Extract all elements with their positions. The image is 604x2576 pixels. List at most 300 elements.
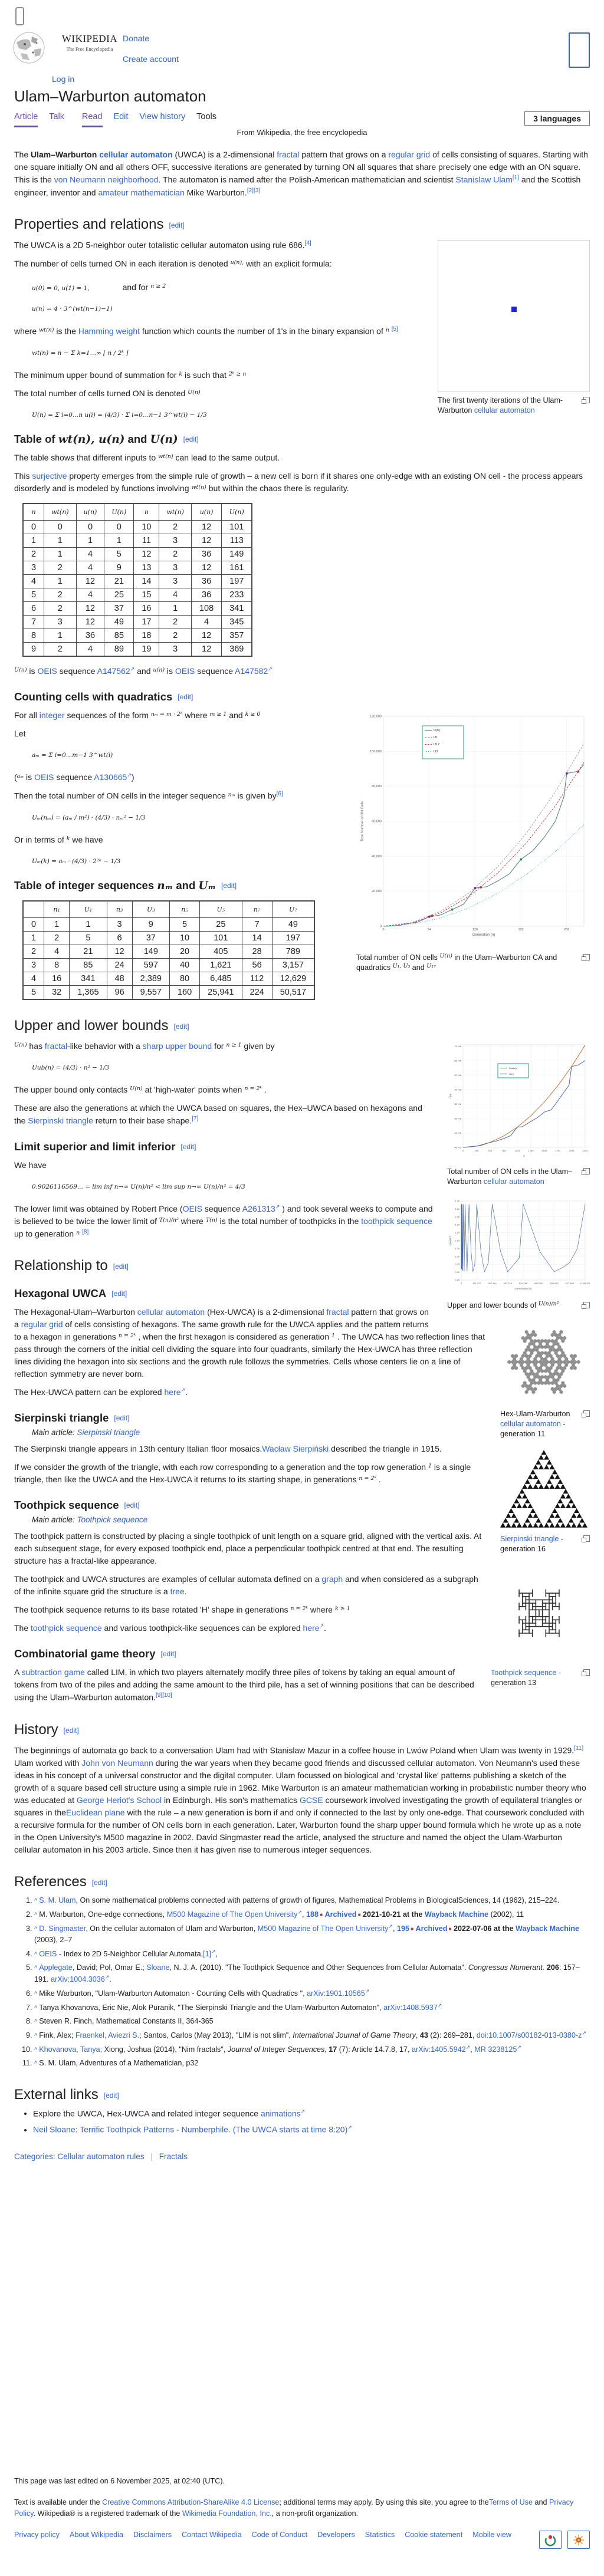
formula-am: aₘ = Σ i=0…m−1 3^wt(i): [32, 752, 113, 759]
svg-text:0.95: 0.95: [455, 1263, 459, 1266]
svg-text:U1: U1: [434, 736, 438, 740]
link[interactable]: Terms of Use: [488, 2498, 533, 2506]
svg-text:655,360: 655,360: [534, 1282, 543, 1285]
table-row: 1 2 5 6 37 10 101 14 197: [23, 932, 314, 945]
svg-text:1.10: 1.10: [455, 1239, 459, 1242]
svg-text:U17: U17: [434, 743, 440, 747]
article-tabs: [14, 111, 590, 126]
reference-item: 7. ^ Tanya Khovanova, Eric Nie, Alok Puranik, "The Sierpinski Triangle and the Ulam-Warburton Automaton", arXiv:1408.5937↗: [34, 2002, 590, 2014]
category-separator: |: [150, 2152, 153, 2162]
search-box[interactable]: [569, 32, 590, 68]
link[interactable]: subtraction game: [21, 1667, 85, 1677]
references-list: [24, 1895, 590, 2069]
svg-text:3E+06: 3E+06: [454, 1103, 461, 1106]
paragraph: These are also the generations at which the UWCA based on squares, the Hex–UWCA based on hexagons and the Sierpinski triangle return to their base shape.[7]: [14, 1103, 422, 1126]
hatnote: Main article: Toothp​ick sequence: [32, 1515, 148, 1525]
link[interactable]: arXiv:1901.10565: [307, 1989, 365, 1998]
paragraph: The number of cells turned ON in each iteration is denoted $^{u(n),}$ with an explicit formula:: [14, 258, 332, 268]
table-row: 1 1 1 1 11 3 12 113: [23, 534, 252, 548]
svg-text:0E+00: 0E+00: [454, 1146, 461, 1149]
category-item[interactable]: Fractals: [159, 2152, 188, 2162]
heading-wt-table: Table of wt(n), u(n) and U(n) [edit]: [14, 433, 199, 446]
link[interactable]: cellular automaton: [500, 1420, 561, 1429]
link[interactable]: OEIS: [34, 772, 54, 782]
svg-text:1.25: 1.25: [455, 1215, 459, 1219]
reference-item: 5. ^ Applegate, David; Pol, Omar E.; Sloane, N. J. A. (2010). "The Toothpick Sequence and Other Sequences from Cellular Automata". Congressus Numerant. 206: 157–191. arXiv:1004.3036↗.: [34, 1962, 590, 1985]
svg-text:1.30: 1.30: [455, 1208, 459, 1211]
svg-text:524,288: 524,288: [518, 1282, 528, 1285]
link[interactable]: Sierpinski triangle: [500, 1535, 559, 1544]
heading-hex: Hexagonal UWCA [edit]: [14, 1287, 127, 1300]
svg-text:1.15: 1.15: [455, 1231, 459, 1235]
heading-limits: Limit superior and limit inferior [edit]: [14, 1140, 196, 1153]
svg-text:6E+06: 6E+06: [454, 1059, 461, 1062]
paragraph: The toothpick pattern is constructed by placing a single toothpick of unit length on a square grid, aligned with the vertical axis. At each subsequent stage, for every exposed toothpick end, place a perpendicular toothpick centred at that end. The resulting structure has a fractal-like appearance.: [14, 1531, 482, 1566]
link[interactable]: Sierpinski triangle: [28, 1116, 93, 1126]
oeis-line: $^{U(n)}$ is OEIS sequence A147562↗ and $^{u(n)}$ is OEIS sequence A147582↗: [14, 666, 273, 676]
paragraph: The Sierpinski triangle appears in 13th century Italian floor mosaics.Wacław Sierpiński described the triangle in 1915.: [14, 1444, 442, 1454]
reference-item: 6. ^ Mike Warburton, "Ulam-Warburton Automaton - Counting Cells with Quadratics ", arXiv:1901.10565↗: [34, 1988, 590, 1999]
footer-link[interactable]: Contact Wikipedia: [182, 2531, 242, 2539]
svg-text:131,072: 131,072: [472, 1282, 481, 1285]
edit-link[interactable]: [edit]: [173, 1022, 189, 1031]
link[interactable]: M500 Magazine of The Open University: [257, 1924, 389, 1933]
donate-link[interactable]: Donate: [123, 34, 150, 43]
link[interactable]: M500 Magazine of The Open University: [166, 1910, 298, 1919]
hatnote: Main article: Sierpinski triangle: [32, 1428, 140, 1437]
svg-text:256: 256: [564, 928, 570, 932]
link[interactable]: George Heriot's School: [76, 1795, 162, 1805]
article-body: [14, 143, 590, 2161]
link[interactable]: OEIS: [182, 1203, 203, 1213]
svg-text:1.35: 1.35: [455, 1199, 459, 1203]
upper-bound-chart: [447, 1041, 590, 1160]
link[interactable]: here: [164, 1387, 181, 1397]
link[interactable]: ^: [34, 1925, 40, 1933]
paragraph: The total number of cells turned ON is denoted $^{U(n)}$: [14, 388, 201, 398]
link[interactable]: von Neumann neighborhood: [54, 175, 159, 185]
link[interactable]: Wayback Machine: [516, 1924, 580, 1933]
link[interactable]: Khovanova, Tanya;: [39, 2045, 103, 2054]
table-row: 3 8 85 24 597 40 1,621 56 3,157: [23, 959, 314, 972]
edit-link[interactable]: [edit]: [221, 881, 237, 890]
link[interactable]: OEIS: [37, 666, 57, 676]
svg-text:U(n): U(n): [509, 1072, 514, 1076]
paragraph: The beginnings of automata go back to a conversation Ulam had with Stanislaw Mazur in a coffee house in Lwów Poland when Ulam was twenty in 1929.[11] Ulam worked with John von Neumann during the war years when they became good friends and discussed cellular automaton. Von Neumann's used these ideas in his concept of a universal constructor and the digital computer. Ulam focussed on biological and 'crystal like' patterns publishing a sketch of the growth of a square based cell structure using a simple rule in 1962. Mike Warburton is an amateur mathematician working in probabilistic number theory who was educated at George Heriot's School in Edinburgh. His son's mathematics GCSE coursework involved investigating the growth of equilateral triangles or squares in theEuclidean plane with the rule – a new generation is born if and only if connected to the last by only one-edge. That coursework concluded with a recursive formula for the number of ON cells born in each generation. Later, Warburton found the sharp upper bound formula which he wrote up as a note in the Open University's M500 magazine in 2002. David Singmaster read the article, analysed the structure and named the object the Ulam-Warburton cellular automaton in his 2003 article. Since then it has given rise to numerous integer sequences.: [14, 1745, 586, 1854]
svg-text:2E+06: 2E+06: [454, 1117, 461, 1120]
link[interactable]: arXiv:1408.5937: [383, 2003, 438, 2012]
paragraph: where $^{wt(n)}$ is the Hamming weight function which counts the number of 1's in the binary expansion of $^n$ [5]: [14, 326, 398, 336]
link[interactable]: arXiv:1405.5942: [412, 2045, 466, 2054]
categories-bar: Categories: Cellular automaton rules | Fractals: [14, 2152, 188, 2162]
paragraph: Let: [14, 729, 26, 739]
link[interactable]: cellular automaton: [483, 1177, 544, 1186]
link[interactable]: amateur mathematician: [98, 187, 185, 198]
table-row: 4 1 12 21 14 3 36 197: [23, 575, 252, 588]
site-footer: [14, 2476, 590, 2576]
figure-sierpinski: [500, 1450, 590, 1554]
link[interactable]: regular grid: [21, 1320, 63, 1330]
svg-text:U(n): U(n): [434, 729, 440, 733]
svg-text:U(n): U(n): [449, 1094, 452, 1099]
figure-caption: Toothpick sequence - generation 13: [491, 1668, 590, 1688]
link[interactable]: ^: [34, 1897, 40, 1904]
link[interactable]: here: [303, 1623, 320, 1633]
tab-talk[interactable]: Talk: [49, 112, 64, 121]
link[interactable]: fractal: [44, 1041, 68, 1051]
link[interactable]: Stanislaw Ulam: [455, 175, 513, 185]
last-edited-note: This page was last edited on 6 November 2025, at 02:40 (UTC).: [14, 2477, 225, 2486]
link[interactable]: D. Singmaster: [39, 1924, 86, 1933]
figure-chart-quadratics: [356, 709, 590, 973]
svg-text:917,504: 917,504: [565, 1282, 574, 1285]
footer-link[interactable]: Disclaimers: [133, 2531, 172, 2539]
page-title: Ulam–Warburton automaton: [14, 87, 206, 105]
sierpinski-image[interactable]: [500, 1450, 587, 1528]
link[interactable]: A147582: [235, 666, 268, 676]
formula-u-init: u(0) = 0, u(1) = 1, and for $^{n \ge 2}$: [32, 282, 166, 292]
paragraph: Or in terms of $^k$ we have: [14, 834, 103, 844]
footer-link[interactable]: Cookie statement: [405, 2531, 463, 2539]
svg-text:393,216: 393,216: [503, 1282, 512, 1285]
heading-counting: Counting cells with quadratics [edit]: [14, 690, 193, 703]
link[interactable]: cellular automaton: [137, 1307, 205, 1317]
license-note: Text is available under the Creative Commons Attribution-ShareAlike 4.0 License; additional terms may apply. By using this site, you agree to theTerms of Use and Privacy Policy. Wikipedia® is a registered trademark of the Wikimedia Foundation, Inc., a non-profit organization.: [14, 2498, 574, 2518]
paragraph: This surjective property emerges from the simple rule of growth – a new cell is born if it shares one only-edge with an existing ON cell - the process appears disorderly and is modeled by functions involving $^{wt(n)}$ but within the chaos there is regularity.: [14, 471, 583, 494]
svg-text:768: 768: [501, 1149, 506, 1153]
tab-read[interactable]: Read: [82, 112, 103, 127]
heading-sierpinski: Sierpinski triangle [edit]: [14, 1412, 130, 1424]
table-row: 7 3 12 49 17 2 4 345: [23, 616, 252, 629]
paragraph: For all integer sequences of the form $^{n_m = m \cdot 2ᵏ}$ where $^{m \ge 1}$ and $^{k \ge 0}$: [14, 710, 261, 721]
svg-text:U(n)/n^2: U(n)/n^2: [449, 1235, 452, 1246]
nm-um-table: n₁ U₁ n₃ U₃ n₅ U₅ n₇ U₇ 0 1 1 3 9 5 25 7 49 1 2 5 6 37 10 101 14 197 2 4 21 12 149 20 405 28 789 3 8 85 24 597 40 1,621 56 3,157 4 16 341 48 2,389 80 6,485 112 12,629 5 32 1,365 96 9,557 160 25,941 224 50,517: [22, 900, 315, 1000]
tabs-left: [14, 111, 225, 121]
svg-text:0: 0: [462, 1149, 464, 1153]
link[interactable]: ^: [34, 2032, 40, 2039]
expand-icon[interactable]: [583, 954, 590, 960]
expand-icon[interactable]: [583, 1535, 590, 1542]
heading-references: References [edit]: [14, 1873, 107, 1890]
external-links-list: [25, 2108, 590, 2136]
toothpick-image[interactable]: [491, 1565, 587, 1662]
table-row: 0 0 0 0 10 2 12 101: [23, 521, 252, 534]
expand-icon[interactable]: [583, 397, 590, 403]
link[interactable]: 195: [396, 1924, 409, 1933]
footer-link[interactable]: Developers: [317, 2531, 355, 2539]
reference-item: 11. ^ S. M. Ulam, Adventures of a Mathematician, p32: [34, 2058, 590, 2069]
svg-text:120,000: 120,000: [370, 715, 382, 719]
wikimedia-logo[interactable]: [539, 2531, 562, 2549]
mediawiki-logo[interactable]: [567, 2531, 590, 2549]
wordmark-text: WIKIPEDIA: [61, 33, 118, 44]
paragraph: The upper bound only contacts $^{U(n)}$ at 'high-water' points when $^{n = 2ᵏ}$ .: [14, 1085, 267, 1095]
link[interactable]: 188: [306, 1910, 319, 1919]
svg-text:0: 0: [379, 925, 382, 929]
link[interactable]: tree: [170, 1587, 185, 1597]
svg-text:1.00: 1.00: [455, 1255, 459, 1258]
site-subtitle: From Wikipedia, the free encyclopedia: [237, 128, 367, 137]
link[interactable]: ^: [34, 2004, 40, 2012]
tab-edit[interactable]: Edit: [113, 112, 129, 121]
link[interactable]: OEIS: [39, 1949, 57, 1958]
svg-text:0.90: 0.90: [455, 1271, 459, 1274]
svg-text:n: n: [523, 1154, 525, 1158]
table-row: 5 2 4 25 15 4 36 233: [23, 588, 252, 602]
footer-link[interactable]: About Wikipedia: [69, 2531, 123, 2539]
link[interactable]: graph: [321, 1574, 343, 1584]
svg-text:5E+06: 5E+06: [454, 1074, 461, 1077]
expand-icon[interactable]: [583, 1669, 590, 1676]
svg-text:0: 0: [460, 1282, 462, 1285]
paragraph: We have: [14, 1160, 47, 1170]
wt-un-table: n wt(n) u(n) U(n) n wt(n) u(n) U(n) 0 0 0 0 10 2 12 101 1 1 1 1 11 3 12 113 2 1 4 5 12 2 36 149 3 2 4 9 13 3 12 161 4 1 12 21 14 3 36 197 5 2 4 25 15 4 36 233 6 2 12 37 16 1 108 341 7 3 12 49 17 2 4 345 8 1 36 85 18 2 12 357 9 2 4 89 19 3 12 369: [22, 503, 252, 657]
table-row: 4 16 341 48 2,389 80 6,485 112 12,629: [23, 972, 314, 986]
link[interactable]: surjective: [32, 471, 67, 481]
link[interactable]: ^: [34, 2018, 40, 2025]
tab-article[interactable]: Article: [14, 112, 38, 127]
figure-chart-bounds: [447, 1041, 590, 1187]
quadratics-chart: [356, 709, 590, 946]
reference-item: 1. ^ S. M. Ulam, On some mathematical problems connected with patterns of growth of figures, Mathematical Problems in BiologicalSciences, 14 (1962), 215–224.: [34, 1895, 590, 1906]
link[interactable]: Toothp​ick sequence: [77, 1515, 148, 1525]
uwca-first-iterations-image[interactable]: [438, 240, 590, 392]
link[interactable]: Applegate: [39, 1963, 73, 1972]
paragraph: The toothpick sequence returns to its base rotated 'H' shape in generations $^{n = 2ᵏ}$ where $^{k \ge 1}$: [14, 1605, 350, 1615]
link[interactable]: A147562: [97, 666, 130, 676]
wikipedia-wordmark[interactable]: [57, 33, 123, 52]
svg-text:100,000: 100,000: [370, 750, 382, 754]
heading-external-links: External links [edit]: [14, 2086, 119, 2103]
link[interactable]: animations: [260, 2108, 301, 2118]
svg-text:192: 192: [518, 928, 524, 932]
link[interactable]: Wacław Sierpiński: [262, 1444, 329, 1454]
footer-link[interactable]: Privacy policy: [14, 2531, 60, 2539]
svg-text:128: 128: [472, 928, 478, 932]
footer-link[interactable]: Mobile view: [472, 2531, 511, 2539]
limits-chart: [447, 1197, 590, 1294]
edit-link[interactable]: [edit]: [160, 1650, 176, 1659]
reference-item: 4. ^ OEIS - Index to 2D 5-Neighbor Cellular Automata,[1]↗,: [34, 1948, 590, 1960]
link[interactable]: ^: [34, 1950, 40, 1958]
edit-link[interactable]: [edit]: [103, 2091, 119, 2100]
heading-history: History [edit]: [14, 1722, 79, 1738]
figure-hex-uwca: [500, 1321, 590, 1439]
formula-um-k: Uₘ(k) = aₘ · (4∕3) · 2²ᵏ − 1∕3: [32, 857, 121, 865]
paragraph: The table shows that different inputs to $^{wt(n)}$ can lead to the same output.: [14, 453, 280, 463]
link[interactable]: Archived: [324, 1910, 357, 1919]
link[interactable]: ^: [34, 2060, 40, 2067]
link[interactable]: Privacy Policy: [14, 2498, 574, 2518]
link[interactable]: A261313: [242, 1203, 275, 1213]
link[interactable]: ^: [34, 1911, 40, 1919]
footer-link[interactable]: Code of Conduct: [251, 2531, 308, 2539]
external-link-item: • Neil Sloane: Terrific Toothpick Patterns - Numberphile. (The UWCA starts at time 8:20)↗: [33, 2124, 590, 2136]
link[interactable]: [1]: [203, 1949, 212, 1958]
heading-bounds: Upper and lower bounds [edit]: [14, 1018, 189, 1034]
edit-link[interactable]: [edit]: [111, 1289, 127, 1298]
heading-um-table: Table of integer sequences nₘ and Uₘ [edit]: [14, 879, 237, 893]
footer-links: [14, 2531, 511, 2539]
link[interactable]: cellular automaton: [99, 150, 173, 159]
reference-item: 3. ^ D. Singmaster, On the cellular automaton of Ulam and Warburton, M500 Magazine of The Open University↗, 195 ■ Archived ■ 2022-07-06 at the Wayback Machine (2003), 2–7: [34, 1923, 590, 1946]
table-row: 5 32 1,365 96 9,557 160 25,941 224 50,517: [23, 986, 314, 1000]
footer-link[interactable]: Statistics: [365, 2531, 395, 2539]
paragraph: The Hex-UWCA pattern can be explored here↗.: [14, 1387, 188, 1397]
svg-text:1E+06: 1E+06: [454, 1131, 461, 1135]
paragraph: $^{U(n)}$ has fractal-like behavior with a sharp upper bound for $^{n \ge 1}$ given by: [14, 1041, 275, 1051]
menu-icon[interactable]: [15, 7, 24, 25]
link[interactable]: ^: [34, 2046, 40, 2054]
link[interactable]: arXiv:1004.3036: [51, 1975, 105, 1983]
link[interactable]: Euclidean plane: [65, 1807, 125, 1817]
categories-link[interactable]: Categories: [14, 2152, 53, 2162]
link[interactable]: cellular automaton: [474, 406, 535, 415]
svg-text:1280: 1280: [528, 1149, 534, 1153]
figure-caption: Total number of ON cells $^{U(n)}$ in the Ulam–Warburton CA and quadratics $^{U_1, U_3}$ and $^{U_{17}}$: [356, 953, 590, 973]
reference-item: 10. ^ Khovanova, Tanya; Xiong, Joshua (2014), "Nim fractals", Journal of Integer Sequences, 17 (7): Article 14.7.8, 17, arXiv:1405.5942↗, MR 3238125↗: [34, 2044, 590, 2055]
link[interactable]: OEIS: [175, 666, 195, 676]
svg-text:512: 512: [488, 1149, 493, 1153]
link[interactable]: Archived: [415, 1924, 448, 1933]
svg-text:20,000: 20,000: [372, 890, 382, 894]
link[interactable]: ^: [34, 1964, 40, 1972]
link[interactable]: GCSE: [299, 1795, 323, 1805]
paragraph: If we consider the growth of the triangle, with each row corresponding to a generation and the top row generation $^1$ is a single triangle, then like the UWCA and the Hex-UWCA it returns to its starting shape, in generations $^{n = 2ᵏ}$ .: [14, 1462, 471, 1485]
svg-text:2304: 2304: [582, 1149, 588, 1153]
table-row: 3 2 4 9 13 3 12 161: [23, 561, 252, 575]
table-row: 2 4 21 12 149 20 405 28 789: [23, 945, 314, 959]
heading-properties: Properties and relations [edit]: [14, 216, 185, 233]
on-cell: [511, 307, 517, 312]
svg-text:4E+06: 4E+06: [454, 1088, 461, 1091]
formula-u-explicit: u(n) = 4 · 3^(wt(n−1)−1): [32, 305, 113, 313]
expand-icon[interactable]: [583, 1168, 590, 1175]
link[interactable]: Wikimedia Foundation, Inc.: [182, 2509, 272, 2518]
formula-liminf: 0.9026116569... = lim inf n→∞ U(n)∕n² < lim sup n→∞ U(n)∕n² = 4∕3: [32, 1183, 245, 1190]
reference-item: 8. ^ Steven R. Finch, Mathematical Constants II, 364-365: [34, 2016, 590, 2027]
category-item[interactable]: Cellular automaton rules: [57, 2152, 145, 2162]
figure-chart-limits: [447, 1197, 590, 1311]
link[interactable]: regular grid: [388, 150, 431, 159]
link[interactable]: Creative Commons Attribution-ShareAlike 4.0 License: [102, 2498, 280, 2506]
expand-icon[interactable]: [583, 1302, 590, 1308]
figure-caption: Upper and lower bounds of $^{U(n)∕n^2}$: [447, 1301, 590, 1311]
edit-link[interactable]: [edit]: [91, 1878, 107, 1887]
svg-text:1.20: 1.20: [455, 1223, 459, 1227]
formula-upper-bound: Uub(n) = (4∕3) · n² − 1∕3: [32, 1064, 110, 1072]
table-row: 2 1 4 5 12 2 36 149: [23, 548, 252, 561]
link[interactable]: Wayback Machine: [425, 1910, 489, 1919]
paragraph: Then the total number of ON cells in the integer sequence $^{n_m}$ is given by[6]: [14, 791, 283, 801]
svg-text:0.85: 0.85: [455, 1278, 459, 1282]
figure-caption: Sierpinski triangle - generation 16: [500, 1534, 590, 1554]
svg-text:262,144: 262,144: [488, 1282, 497, 1285]
edit-link[interactable]: [edit]: [183, 435, 199, 444]
svg-text:1,048,576: 1,048,576: [580, 1282, 590, 1285]
expand-icon[interactable]: [583, 1410, 590, 1417]
login-link[interactable]: Log in: [52, 74, 75, 84]
link[interactable]: Neil Sloane: Terrific Toothpick Patterns - Numberphile. (The UWCA starts at time 8:20): [33, 2124, 348, 2134]
link[interactable]: fractal: [277, 150, 300, 159]
svg-text:80,000: 80,000: [372, 785, 382, 789]
figure-caption: The first twenty iterations of the Ulam-Warburton cellular automaton: [438, 396, 590, 416]
table-row: 9 2 4 89 19 3 12 369: [23, 643, 252, 657]
paragraph: ($^{a_m}$ is OEIS sequence A130665↗): [14, 772, 134, 782]
external-link-item: • Explore the UWCA, Hex-UWCA and related integer sequence animations↗: [33, 2108, 590, 2120]
link[interactable]: toothpick sequence: [361, 1216, 432, 1226]
link[interactable]: Fraenkel, Aviezri S.: [75, 2031, 140, 2039]
svg-text:1024: 1024: [514, 1149, 520, 1153]
heading-relationship: Relationship to [edit]: [14, 1258, 129, 1274]
paragraph: The toothpick sequence and various toothpick-like sequences can be explored here↗.: [14, 1623, 326, 1633]
edit-link[interactable]: [edit]: [180, 1142, 196, 1151]
link[interactable]: doi:10.1007/s00182-013-0380-z: [476, 2031, 582, 2039]
figure-first-iterations: [438, 240, 590, 416]
link[interactable]: Sloane: [146, 1963, 170, 1972]
site-header: [14, 0, 590, 87]
figure-caption: Total number of ON cells in the Ulam–Warburton cellular automaton: [447, 1167, 590, 1187]
tab-view-history[interactable]: View history: [139, 112, 186, 121]
hex-uwca-image[interactable]: [500, 1321, 587, 1403]
edit-link[interactable]: [edit]: [169, 221, 185, 230]
link[interactable]: Sierpinski triangle: [77, 1428, 140, 1437]
link[interactable]: ^: [34, 1990, 40, 1998]
figure-caption: Hex-Ulam-Warburton cellular automaton - generation 11: [500, 1409, 590, 1439]
svg-text:786,432: 786,432: [550, 1282, 559, 1285]
svg-text:256: 256: [474, 1149, 479, 1153]
link[interactable]: MR 3238125: [474, 2045, 517, 2054]
link[interactable]: Toothpick sequence: [491, 1669, 557, 1677]
figure-toothpick: [491, 1565, 590, 1688]
edit-link[interactable]: [edit]: [63, 1726, 79, 1735]
edit-link[interactable]: [edit]: [178, 693, 193, 702]
link[interactable]: A130665: [94, 772, 127, 782]
link[interactable]: John von Neumann: [81, 1758, 153, 1768]
svg-text:Generation (n): Generation (n): [472, 933, 495, 937]
svg-text:1792: 1792: [555, 1149, 561, 1153]
link[interactable]: toothpick sequence: [31, 1623, 102, 1633]
tagline-text: The Free Encyclopedia: [66, 46, 113, 52]
table-row: 6 2 12 37 16 1 108 341: [23, 602, 252, 616]
table-row: 8 1 36 85 18 2 12 357: [23, 629, 252, 643]
languages-button[interactable]: 3 languages: [524, 111, 590, 126]
reference-item: 9. ^ Fink, Alex; Fraenkel, Aviezri S.; Santos, Carlos (May 2013), "LIM is not slim", International Journal of Game Theory, 43 (2): 269–281, doi:10.1007/s00182-013-0380-z↗: [34, 2029, 590, 2041]
link[interactable]: fractal: [326, 1307, 349, 1317]
edit-link[interactable]: [edit]: [114, 1414, 130, 1423]
wikipedia-globe-logo[interactable]: [12, 31, 46, 65]
link[interactable]: Hamming weight: [78, 326, 140, 336]
link[interactable]: integer: [39, 710, 65, 721]
svg-text:1536: 1536: [541, 1149, 547, 1153]
svg-text:Generation (n): Generation (n): [514, 1287, 532, 1291]
svg-text:2048: 2048: [569, 1149, 575, 1153]
edit-link[interactable]: [edit]: [113, 1262, 129, 1271]
heading-toothpick: Toothpick sequence [edit]: [14, 1499, 140, 1512]
svg-text:7E+06: 7E+06: [454, 1045, 461, 1048]
edit-link[interactable]: [edit]: [124, 1501, 140, 1510]
svg-text:U3: U3: [434, 750, 438, 754]
link[interactable]: sharp upper bound: [142, 1041, 212, 1051]
formula-hamming: wt(n) = n − Σ k=1…∞ ⌊ n ∕ 2ᵏ ⌋: [32, 349, 129, 357]
svg-text:Total Number of ON Cells: Total Number of ON Cells: [361, 801, 365, 842]
create-account-link[interactable]: Create account: [123, 54, 179, 64]
svg-text:40,000: 40,000: [372, 855, 382, 859]
link[interactable]: S. M. Ulam: [39, 1896, 76, 1904]
paragraph: A subtraction game called LIM, in which two players alternately modify three piles of tokens by taking an equal amount of tokens from two of the piles and adding the same amount to the third pile, has a set of winning positions that can be described using the Ulam–Warburton automaton.[9][10]: [14, 1667, 474, 1703]
tab-tools[interactable]: Tools: [196, 112, 216, 121]
formula-total-on: U(n) = Σ i=0…n u(i) = (4∕3) · Σ i=0…n−1 3^wt(i) − 1∕3: [32, 411, 207, 419]
